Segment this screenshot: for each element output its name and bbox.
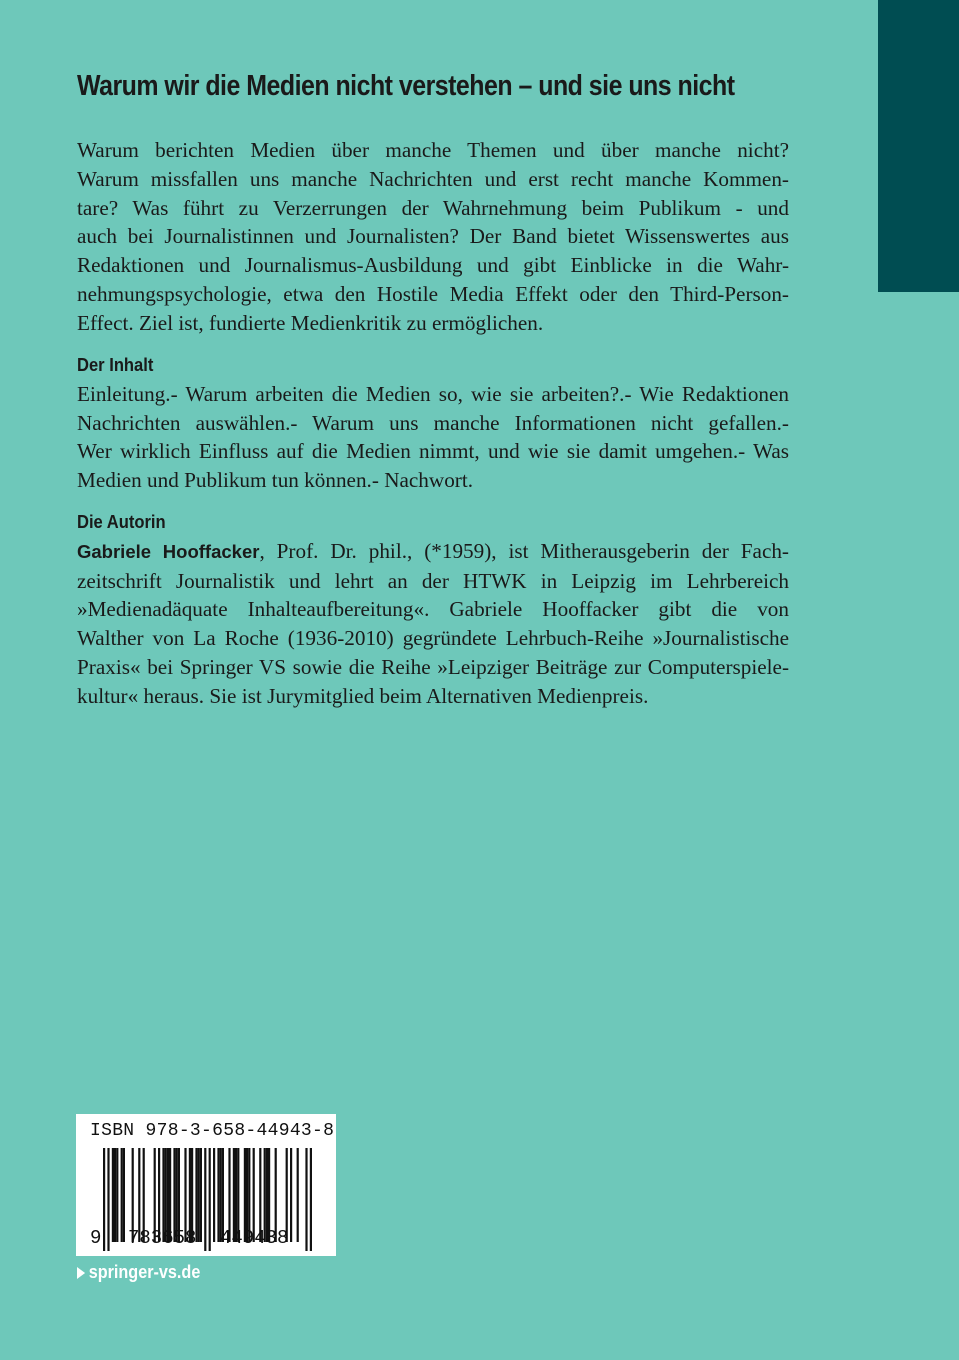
isbn-label: ISBN 978-3-658-44943-8 [90, 1121, 335, 1141]
accent-color-block [878, 0, 959, 292]
contents-line: Medien und Publikum tun können.- Nachwort. [77, 468, 474, 493]
barcode-bar [123, 1148, 125, 1242]
intro-line: nehmungspsychologie, etwa den Hostile Media Effekt oder den Third-Person- [77, 281, 789, 306]
author-line: zeitschrift Journalistik und lehrt an der HTWK in Leipzig im Lehrbereich [77, 568, 789, 593]
barcode-digit-group-2: 449438 [220, 1227, 289, 1249]
triangle-right-icon [77, 1267, 85, 1279]
intro-line: tare? Was führt zu Verzerrungen der Wahrnehmung beim Publikum - und [77, 195, 789, 220]
barcode-bar [107, 1148, 109, 1251]
barcode-bar [198, 1148, 200, 1242]
intro-line: auch bei Journalistinnen und Journalisten? Der Band bietet Wissenswertes aus [77, 224, 789, 249]
author-section [77, 508, 789, 711]
contents-line: Nachrichten auswählen.- Warum uns manche Informationen nicht gefallen.- [77, 410, 789, 435]
author-line: Walther von La Roche (1936-2010) gegründete Lehrbuch-Reihe »Journalistische [77, 626, 789, 651]
barcode-bar [310, 1148, 312, 1251]
book-title: Warum wir die Medien nicht verstehen – und sie uns nicht [77, 70, 735, 102]
barcode-bar [103, 1148, 105, 1251]
website-label: springer-vs.de [88, 1262, 201, 1282]
author-line: Praxis« bei Springer VS sowie die Reihe »Leipziger Beiträge zur Computerspiele- [77, 654, 789, 679]
barcode-bar [305, 1148, 307, 1251]
intro-paragraph [77, 136, 789, 338]
barcode-digit-group-1: 783658 [128, 1227, 197, 1249]
author-line-rest: , Prof. Dr. phil., (*1959), ist Mitherausgeberin der Fach- [259, 538, 789, 563]
author-name: Gabriele Hooffacker [77, 540, 260, 562]
intro-line: Effect. Ziel ist, fundierte Medienkritik zu ermöglichen. [77, 310, 544, 335]
author-line: kultur« heraus. Sie ist Jurymitglied beim Alternativen Medienpreis. [77, 683, 649, 708]
author-heading: Die Autorin [77, 512, 166, 532]
barcode-bar [297, 1148, 299, 1242]
barcode-bar [209, 1148, 211, 1251]
barcode-bar [116, 1148, 118, 1242]
barcode-digit-first: 9 [90, 1227, 102, 1249]
intro-line: Redaktionen und Journalismus-Ausbildung und gibt Einblicke in die Wahr- [77, 253, 789, 278]
contents-line: Wer wirklich Einfluss auf die Medien nimmt, und wie sie damit umgehen.- Was [77, 439, 789, 464]
contents-line: Einleitung.- Warum arbeiten die Medien so, wie sie arbeiten?.- Wie Redaktionen [77, 381, 789, 406]
barcode-bar [200, 1148, 202, 1242]
contents-section [77, 351, 789, 495]
contents-heading: Der Inhalt [77, 355, 154, 375]
author-line: »Medienadäquate Inhalteaufbereitung«. Gabriele Hooffacker gibt die von [77, 597, 789, 622]
intro-line: Warum missfallen uns manche Nachrichten und erst recht manche Kommen- [77, 166, 789, 191]
barcode-bar [121, 1148, 123, 1242]
barcode-bar [204, 1148, 206, 1251]
barcode-bar [290, 1148, 292, 1242]
barcode-bars [76, 1114, 336, 1256]
barcode-bar [213, 1148, 215, 1242]
publisher-website[interactable] [77, 1262, 200, 1283]
barcode-bar [114, 1148, 116, 1242]
intro-line: Warum berichten Medien über manche Themen und über manche nicht? [77, 138, 789, 162]
author-line [77, 537, 789, 567]
barcode-bar [112, 1148, 114, 1242]
isbn-barcode [76, 1114, 336, 1256]
